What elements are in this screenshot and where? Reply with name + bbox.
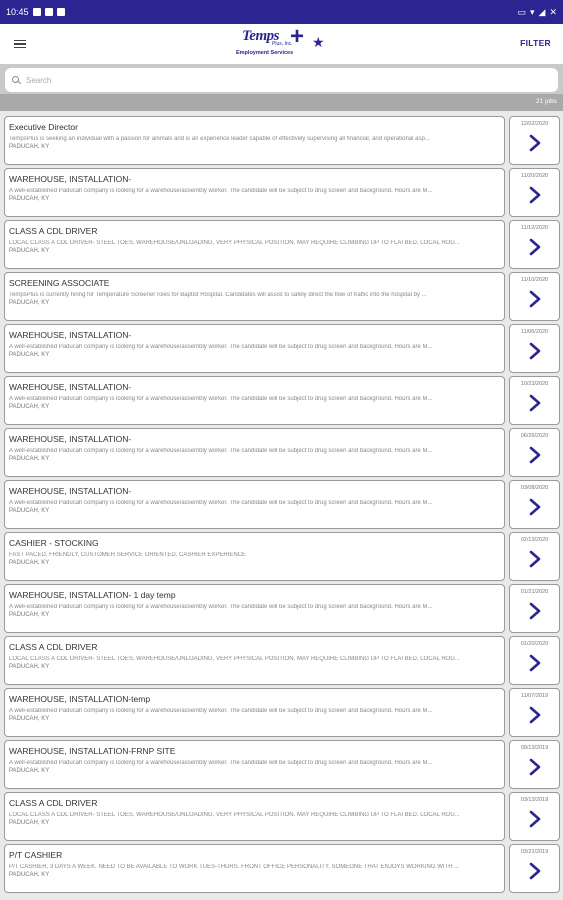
chevron-right-icon [528, 186, 542, 204]
job-date: 06/26/2020 [520, 433, 549, 439]
job-card[interactable] [4, 324, 505, 373]
job-open-button[interactable] [509, 636, 560, 685]
job-location: PADUCAH, KY [9, 768, 50, 774]
job-title: WAREHOUSE, INSTALLATION- [9, 434, 132, 444]
job-card[interactable] [4, 636, 505, 685]
chevron-right-icon [528, 550, 542, 568]
job-location: PADUCAH, KY [9, 144, 50, 150]
job-card[interactable] [4, 376, 505, 425]
job-card[interactable] [4, 740, 505, 789]
logo-suffix: Plus, Inc. [272, 41, 293, 47]
job-location: PADUCAH, KY [9, 508, 50, 514]
job-description: P/T CASHIER, 3 DAYS A WEEK. NEED TO BE AVAILABLE TO WORK TUES-THURS. FRONT OFFICE PERSONALITY, SOMEONE THAT ENJOYS WORKING WITH ... [9, 864, 460, 870]
job-date: 11/07/2019 [520, 693, 549, 699]
message-icon [57, 8, 65, 16]
job-title: CLASS A CDL DRIVER [9, 642, 98, 652]
job-title: CLASS A CDL DRIVER [9, 226, 98, 236]
job-open-button[interactable] [509, 688, 560, 737]
job-list[interactable] [0, 111, 563, 900]
job-description: A well-established Paducah company is looking for a warehouse/assembly worker. The candidate will be subject to drug screen and background. Hours are M... [9, 604, 433, 610]
job-location: PADUCAH, KY [9, 248, 50, 254]
job-description: A well-established Paducah company is looking for a warehouse/assembly worker. The candidate will be subject to drug screen and background. Hours are M... [9, 708, 433, 714]
job-date: 03/21/2019 [520, 849, 549, 855]
job-description: A well-established Paducah company is looking for a warehouse/assembly worker. The candidate will be subject to drug screen and background. Hours are M... [9, 188, 433, 194]
job-open-button[interactable] [509, 168, 560, 217]
logo-tagline: Employment Services [236, 50, 294, 56]
job-open-button[interactable] [509, 428, 560, 477]
job-location: PADUCAH, KY [9, 872, 50, 878]
job-row[interactable] [4, 532, 560, 581]
chevron-right-icon [528, 602, 542, 620]
job-row[interactable] [4, 792, 560, 841]
job-row[interactable] [4, 636, 560, 685]
job-date: 03/08/2020 [520, 485, 549, 491]
job-location: PADUCAH, KY [9, 352, 50, 358]
job-open-button[interactable] [509, 376, 560, 425]
job-card[interactable] [4, 272, 505, 321]
job-row[interactable] [4, 324, 560, 373]
job-row[interactable] [4, 688, 560, 737]
job-location: PADUCAH, KY [9, 196, 50, 202]
app-notification-icon [45, 8, 53, 16]
job-row[interactable] [4, 740, 560, 789]
job-date: 11/06/2020 [520, 329, 549, 335]
chevron-right-icon [528, 446, 542, 464]
search-bar [0, 64, 563, 94]
notification-icon [33, 8, 41, 16]
job-card[interactable] [4, 584, 505, 633]
chevron-right-icon [528, 810, 542, 828]
job-card[interactable] [4, 116, 505, 165]
job-description: TempsPlus is seeking an individual with a passion for animals and is an experience leader capable of effectively supervising all financial, and operational asp... [9, 136, 430, 142]
job-location: PADUCAH, KY [9, 456, 50, 462]
job-row[interactable] [4, 168, 560, 217]
job-title: Executive Director [9, 122, 78, 132]
job-location: PADUCAH, KY [9, 664, 50, 670]
job-row[interactable] [4, 480, 560, 529]
job-card[interactable] [4, 532, 505, 581]
job-date: 09/13/2019 [520, 745, 549, 751]
job-location: PADUCAH, KY [9, 820, 50, 826]
job-location: PADUCAH, KY [9, 560, 50, 566]
job-title: SCREENING ASSOCIATE [9, 278, 110, 288]
job-description: TempsPlus is currently hiring for Temperature Screener roles for Baptist Hospital. Candidates will assist to safely direct the flow of traffic into the hospital by ... [9, 292, 427, 298]
job-row[interactable] [4, 584, 560, 633]
job-title: P/T CASHIER [9, 850, 63, 860]
job-title: CASHIER - STOCKING [9, 538, 99, 548]
chevron-right-icon [528, 342, 542, 360]
search-input[interactable] [26, 76, 526, 85]
job-open-button[interactable] [509, 792, 560, 841]
job-card[interactable] [4, 428, 505, 477]
job-title: WAREHOUSE, INSTALLATION- [9, 486, 132, 496]
chevron-right-icon [528, 290, 542, 308]
job-row[interactable] [4, 116, 560, 165]
job-description: LOCAL CLASS A CDL DRIVER- STEEL TOES, WAREHOUSE/UNLOADING, VERY PHYSICAL POSITION. MAY REQUIRE CLIMBING UP TO FLATBED. LOCAL ROU... [9, 240, 460, 246]
status-bar [0, 0, 563, 24]
job-date: 01/21/2020 [520, 589, 549, 595]
chevron-right-icon [528, 654, 542, 672]
chevron-right-icon [528, 706, 542, 724]
job-description: A well-established Paducah company is looking for a warehouse/assembly worker. The candidate will be subject to drug screen and background. Hours are M... [9, 500, 433, 506]
job-location: PADUCAH, KY [9, 300, 50, 306]
app-bar [0, 24, 563, 64]
logo-star-icon: ★ [312, 34, 325, 50]
job-date: 11/20/2020 [520, 173, 549, 179]
job-description: A well-established Paducah company is looking for a warehouse/assembly worker. The candidate will be subject to drug screen and background. Hours are M... [9, 396, 433, 402]
job-card[interactable] [4, 168, 505, 217]
job-description: A well-established Paducah company is looking for a warehouse/assembly worker. The candidate will be subject to drug screen and background. Hours are M... [9, 344, 433, 350]
job-card[interactable] [4, 220, 505, 269]
wifi-icon: ▾ [530, 6, 535, 17]
job-location: PADUCAH, KY [9, 404, 50, 410]
job-open-button[interactable] [509, 272, 560, 321]
job-title: WAREHOUSE, INSTALLATION- [9, 330, 132, 340]
filter-button[interactable]: FILTER [520, 38, 551, 48]
job-date: 02/13/2020 [520, 537, 549, 543]
chevron-right-icon [528, 394, 542, 412]
job-card[interactable] [4, 480, 505, 529]
job-title: WAREHOUSE, INSTALLATION-temp [9, 694, 151, 704]
job-location: PADUCAH, KY [9, 612, 50, 618]
company-logo [232, 23, 332, 61]
hamburger-icon [14, 40, 26, 49]
job-row[interactable] [4, 428, 560, 477]
job-date: 03/13/2019 [520, 797, 549, 803]
results-count-bar [0, 94, 563, 111]
job-card[interactable] [4, 844, 505, 893]
job-open-button[interactable] [509, 220, 560, 269]
job-open-button[interactable] [509, 532, 560, 581]
search-box[interactable] [5, 68, 558, 92]
job-row[interactable] [4, 272, 560, 321]
job-card[interactable] [4, 688, 505, 737]
job-open-button[interactable] [509, 584, 560, 633]
job-row[interactable] [4, 376, 560, 425]
job-date: 11/12/2020 [520, 225, 549, 231]
job-card[interactable] [4, 792, 505, 841]
search-icon [12, 76, 21, 85]
logo-plus-icon: + [290, 23, 305, 50]
signal-icon: ◢ [538, 6, 546, 17]
job-date: 12/02/2020 [520, 121, 549, 127]
job-open-button[interactable] [509, 844, 560, 893]
chevron-right-icon [528, 862, 542, 880]
job-open-button[interactable] [509, 480, 560, 529]
logo-wordmark: Temps [242, 28, 279, 44]
job-title: CLASS A CDL DRIVER [9, 798, 98, 808]
chevron-right-icon [528, 134, 542, 152]
job-description: A well-established Paducah company is looking for a warehouse/assembly worker. The candidate will be subject to drug screen and background. Hours are M... [9, 448, 433, 454]
job-open-button[interactable] [509, 116, 560, 165]
job-location: PADUCAH, KY [9, 716, 50, 722]
vibrate-icon: ▭ [517, 6, 526, 17]
job-description: LOCAL CLASS A CDL DRIVER- STEEL TOES, WAREHOUSE/UNLOADING, VERY PHYSICAL POSITION. MAY REQUIRE CLIMBING UP TO FLATBED. LOCAL ROU... [9, 812, 460, 818]
job-date: 11/10/2020 [520, 277, 549, 283]
job-date: 01/20/2020 [520, 641, 549, 647]
chevron-right-icon [528, 758, 542, 776]
job-title: WAREHOUSE, INSTALLATION- [9, 174, 132, 184]
job-row[interactable] [4, 220, 560, 269]
battery-icon: ✕ [549, 6, 557, 17]
chevron-right-icon [528, 238, 542, 256]
job-date: 10/23/2020 [520, 381, 549, 387]
clock: 10:45 [6, 7, 29, 17]
job-title: WAREHOUSE, INSTALLATION-FRNP SITE [9, 746, 176, 756]
job-open-button[interactable] [509, 740, 560, 789]
job-title: WAREHOUSE, INSTALLATION- 1 day temp [9, 590, 176, 600]
job-description: LOCAL CLASS A CDL DRIVER- STEEL TOES, WAREHOUSE/UNLOADING, VERY PHYSICAL POSITION. MAY REQUIRE CLIMBING UP TO FLATBED. LOCAL ROU... [9, 656, 460, 662]
menu-button[interactable] [0, 24, 40, 64]
chevron-right-icon [528, 498, 542, 516]
results-count: 21 jobs [536, 98, 557, 105]
job-row[interactable] [4, 844, 560, 893]
job-open-button[interactable] [509, 324, 560, 373]
job-title: WAREHOUSE, INSTALLATION- [9, 382, 132, 392]
job-description: A well-established Paducah company is looking for a warehouse/assembly worker. The candidate will be subject to drug screen and background. Hours are M... [9, 760, 433, 766]
job-description: FAST PACED, FRIENDLY, CUSTOMER SERVICE ORIENTED, CASHIER EXPERIENCE [9, 552, 247, 558]
